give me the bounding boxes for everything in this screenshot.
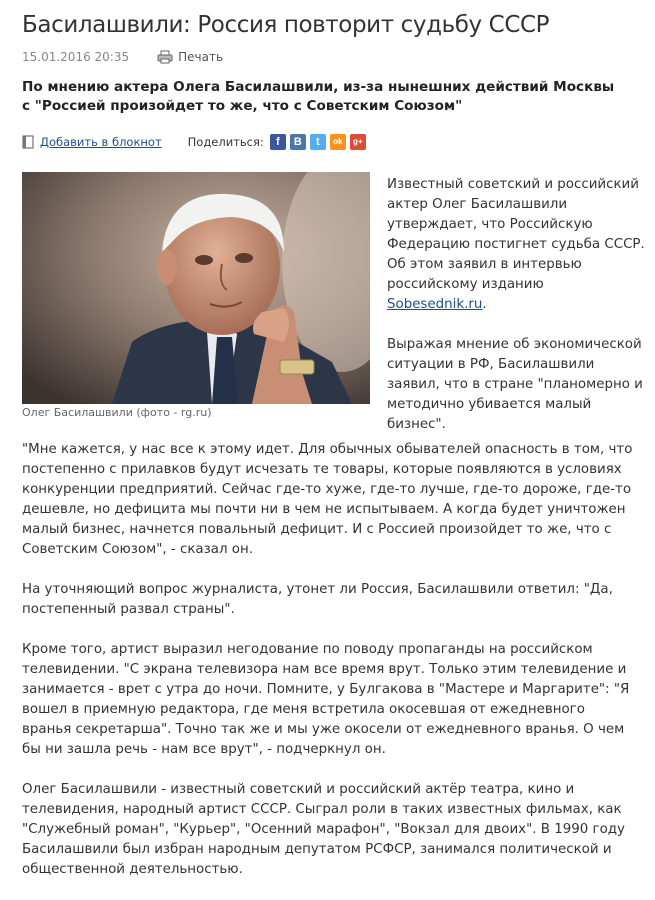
share-buttons [270,134,370,150]
photo-caption: Олег Басилашвили (фото - rg.ru) [22,406,212,419]
add-to-notebook-link[interactable] [22,135,162,149]
intro-paragraph [387,175,647,315]
facebook-icon[interactable]: f [270,134,286,150]
article-photo [22,172,370,404]
intro-end: . [482,297,487,312]
article-meta [22,50,223,64]
article-body [22,440,634,900]
article-lead: По мнению актера Олега Басилашвили, из-за нынешних действий Москвы с "Россией произойдет то же, что с Советским Союзом" [22,79,615,114]
print-button[interactable] [157,50,223,64]
answer-paragraph: На уточняющий вопрос журналиста, утонет ли Россия, Басилашвили ответил: "Да, постепенный развал страны". [22,582,613,617]
publish-date: 15.01.2016 20:35 [22,50,130,64]
source-link[interactable]: Sobesednik.ru [387,297,483,312]
page-title: Басилашвили: Россия повторит судьбу СССР [22,12,550,38]
print-label: Печать [178,50,224,64]
twitter-icon[interactable]: t [310,134,326,150]
economy-paragraph: Выражая мнение об экономической ситуации в РФ, Басилашвили заявил, что в стране "планомерно и методично убивается малый бизнес". [387,337,643,432]
printer-icon [157,50,173,64]
google-plus-icon[interactable]: g+ [350,134,366,150]
vkontakte-icon[interactable]: B [290,134,306,150]
photo-image [22,172,370,404]
article-tools [22,134,370,150]
intro-column [387,175,647,455]
intro-text: Известный советский и российский актер Олег Басилашвили утверждает, что Российскую Федерацию постигнет судьба СССР. Об этом заявил в интервью российскому изданию [387,177,645,292]
notebook-label: Добавить в блокнот [40,135,162,149]
notebook-icon [22,135,34,149]
share-label: Поделиться: [187,135,264,149]
propaganda-paragraph: Кроме того, артист выразил негодование по поводу пропаганды на российском телевидении. "С экрана телевизора нам все время врут. Только этим телевидение и занимается - врет с утра до ночи. Помните, у Булгакова в "Мастере и Маргарите": "Я вошел в приемную редактора, где меня встретила окосевшая от ежедневного вранья секретарша". Точно так же и мы уже окосели от ежедневного вранья. О чем бы ни зашла речь - нам все врут", - подчеркнул он. [22,642,630,757]
quote-paragraph: "Мне кажется, у нас все к этому идет. Для обычных обывателей опасность в том, что постепенно с прилавков будут исчезать те товары, которые появляются в условиях конкуренции предприятий. Сейчас где-то хуже, где-то лучше, где-то дороже, где-то дешевле, но дефицита мы почти ни в чем не испытываем. А когда будет уничтожен малый бизнес, начнется повальный дефицит. И с Россией произойдет то же, что с Советским Союзом", - сказал он. [22,442,633,557]
bio-paragraph: Олег Басилашвили - известный советский и российский актёр театра, кино и телевидения, народный артист СССР. Сыграл роли в таких известных фильмах, как "Служебный роман", "Курьер", "Осенний марафон", "Вокзал для двоих". В 1990 году Басилашвили был избран народным депутатом РСФСР, занимался политической и общественной деятельностью. [22,782,625,877]
odnoklassniki-icon[interactable]: ok [330,134,346,150]
